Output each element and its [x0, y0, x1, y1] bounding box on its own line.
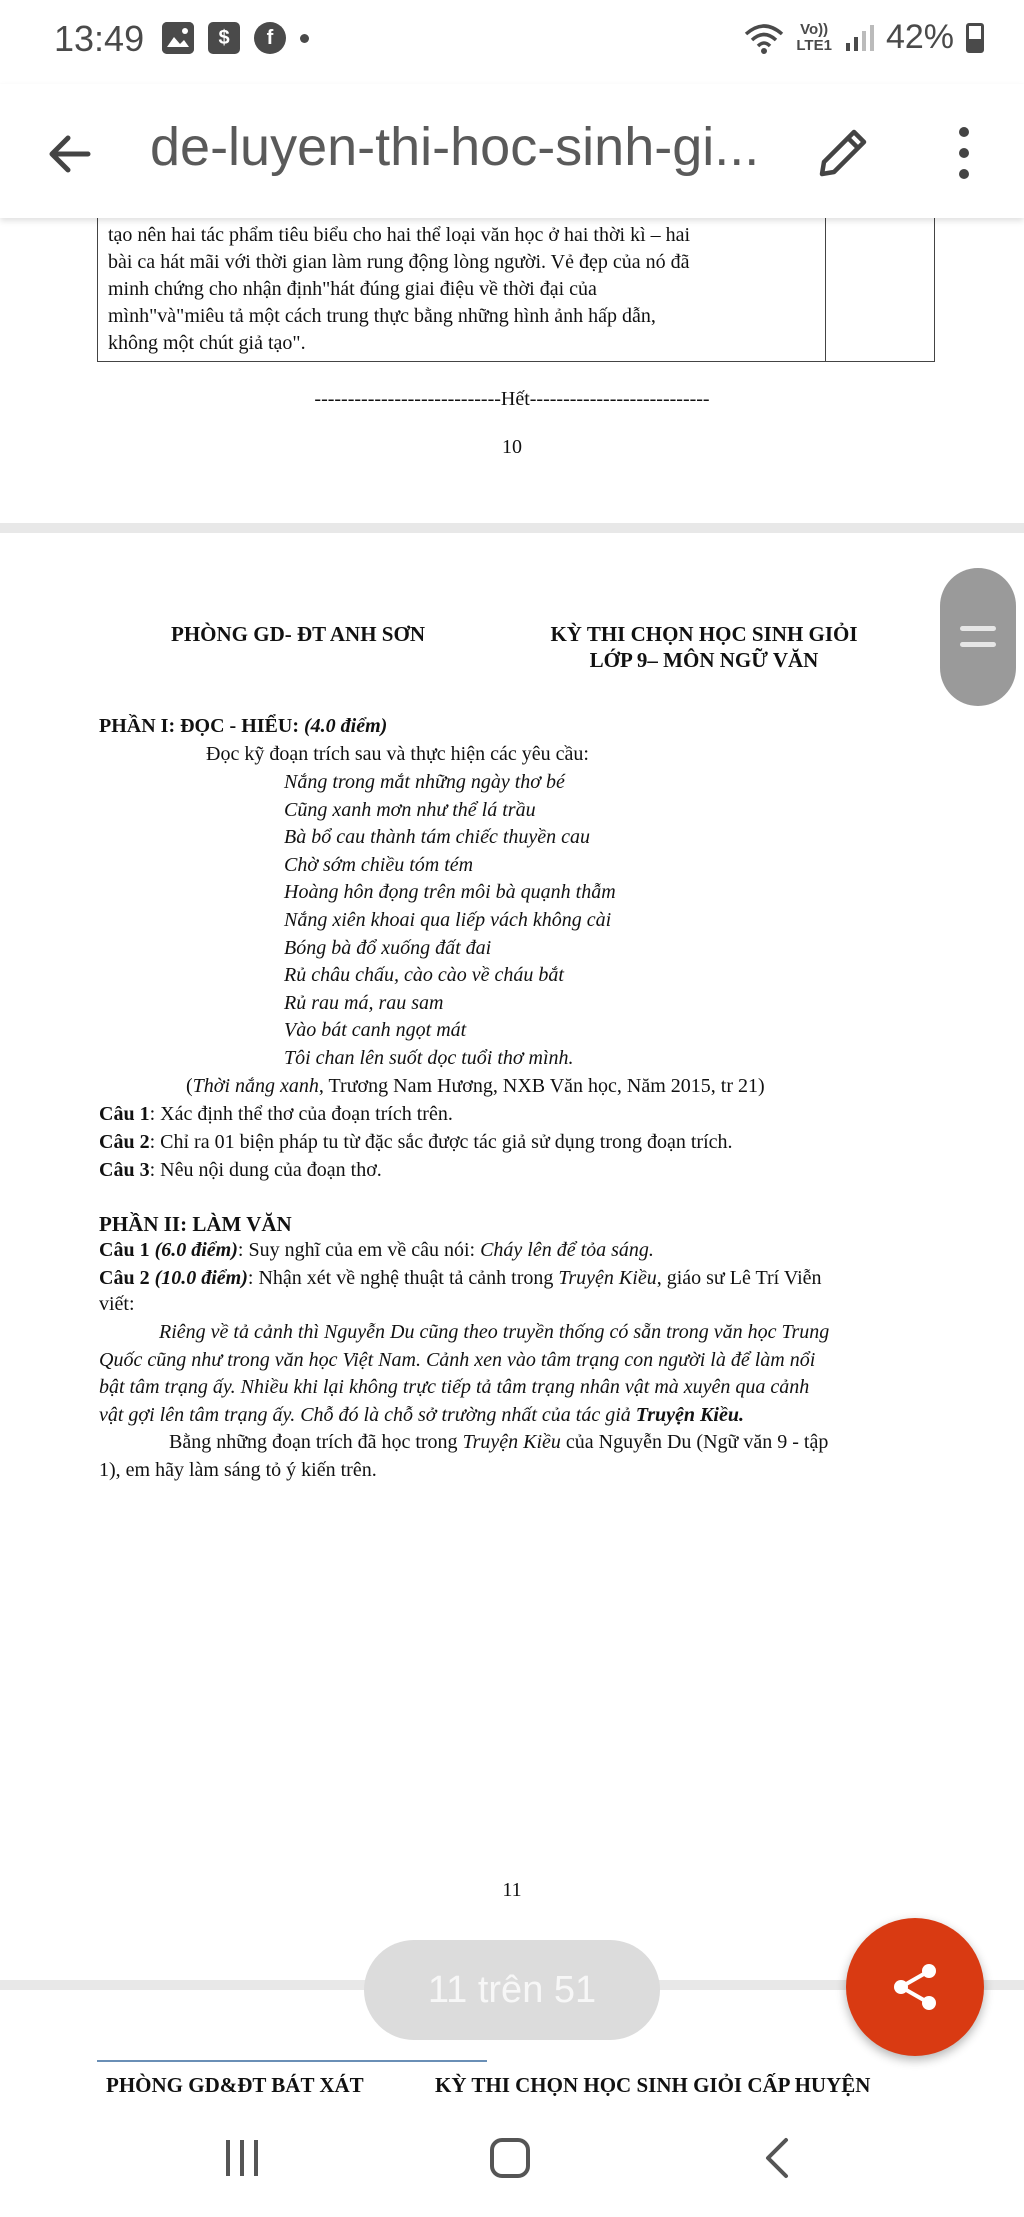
navigation-bar	[0, 2100, 1024, 2217]
question-3	[99, 1157, 382, 1185]
lte-indicator	[796, 22, 832, 54]
poem-line: Cũng xanh mơn như thể lá trầu	[284, 798, 536, 821]
page-10	[0, 218, 1024, 523]
question-text: : Suy nghĩ của em về câu nói:	[237, 1239, 481, 1261]
dept-heading: PHÒNG GD- ĐT ANH SƠN	[171, 622, 425, 646]
recents-icon[interactable]	[220, 2138, 264, 2178]
table-line: mình"và"miêu tả một cách trung thực bằng những hình ảnh hấp dẫn,	[108, 305, 656, 327]
question-2	[99, 1129, 733, 1157]
more-notifications-dot	[300, 34, 309, 43]
table-line: tạo nên hai tác phẩm tiêu biểu cho hai thể loại văn học ở hai thời kì – hai	[108, 224, 691, 246]
poem-line: Nắng xiên khoai qua liếp vách không cài	[284, 908, 612, 931]
end-marker: ----------------------------Hết---------------------------	[314, 388, 710, 410]
poem-line: Hoàng hôn đọng trên môi bà quạnh thẫm	[284, 881, 616, 904]
instruction: Đọc kỹ đoạn trích sau và thực hiện các yêu cầu:	[206, 743, 589, 765]
back-icon[interactable]	[758, 2136, 798, 2180]
question-text: : Nhận xét về nghệ thuật tả cảnh trong	[247, 1267, 559, 1289]
task-line: 1), em hãy làm sáng tỏ ý kiến trên.	[99, 1458, 377, 1481]
poem-line: Bóng bà đổ xuống đất đai	[284, 936, 492, 959]
back-arrow-icon[interactable]	[40, 124, 100, 184]
page-number: 11	[502, 1879, 522, 1901]
critic-quote	[99, 1319, 975, 1429]
battery-icon	[966, 23, 984, 53]
writing-question-2	[99, 1265, 822, 1293]
more-vert-icon[interactable]	[950, 120, 978, 186]
edit-pencil-icon[interactable]	[810, 120, 876, 186]
question-quote: Cháy lên để tỏa sáng.	[480, 1239, 654, 1261]
source-rest: , Trương Nam Hương, NXB Văn học, Năm 2015, tr 21)	[318, 1075, 765, 1097]
part1-heading	[99, 713, 387, 741]
task-segment: Bằng những đoạn trích đã học trong	[169, 1431, 463, 1453]
home-icon[interactable]	[488, 2136, 532, 2180]
answer-table	[97, 218, 935, 362]
question-label: Câu 1	[99, 1103, 150, 1125]
exam-subtitle: LỚP 9– MÔN NGỮ VĂN	[589, 648, 819, 672]
notification-icons	[162, 22, 309, 54]
exam-title: KỲ THI CHỌN HỌC SINH GIỎI CẤP HUYỆN	[435, 2073, 871, 2097]
facebook-icon: f	[254, 22, 286, 54]
work-title: Truyện Kiều	[462, 1431, 561, 1453]
question-points: (6.0 điểm)	[154, 1239, 238, 1261]
table-line: bài ca hát mãi với thời gian làm rung động lòng người. Vẻ đẹp của nó đã	[108, 251, 690, 273]
work-title: Truyện Kiều	[558, 1267, 657, 1289]
wifi-icon	[744, 22, 784, 54]
system-icons	[744, 18, 984, 57]
app-bar	[0, 84, 1024, 218]
question-label: Câu 3	[99, 1159, 150, 1181]
quote-line-last	[99, 1402, 975, 1430]
fast-scroll-handle[interactable]	[940, 568, 1016, 706]
page-number: 10	[502, 436, 522, 458]
status-time: 13:49	[54, 18, 145, 59]
poem-line: Vào bát canh ngọt mát	[284, 1019, 467, 1042]
question-text: : Xác định thể thơ của đoạn trích trên.	[149, 1103, 453, 1125]
document-viewer[interactable]	[0, 218, 1024, 2100]
question-text: : Chỉ ra 01 biện pháp tu từ đặc sắc được tác giả sử dụng trong đoạn trích.	[149, 1131, 733, 1153]
poem-line: Rủ châu chấu, cào cào về cháu bắt	[284, 964, 564, 987]
question-points: (10.0 điểm)	[154, 1267, 248, 1289]
table-line: minh chứng cho nhận định"hát đúng giai điệu về thời đại của	[108, 278, 597, 300]
question-1	[99, 1101, 453, 1129]
question-text: : Nêu nội dung của đoạn thơ.	[149, 1159, 382, 1181]
gallery-icon	[162, 22, 194, 54]
battery-percent: 42%	[885, 18, 954, 56]
poem-line: Nắng trong mắt những ngày thơ bé	[284, 771, 565, 793]
poem-line: Chờ sớm chiều tóm tém	[284, 853, 474, 876]
writing-question-2-cont: viết:	[99, 1293, 135, 1315]
poem-source	[186, 1073, 765, 1101]
part1-points: (4.0 điểm)	[304, 715, 388, 737]
task-segment: của Nguyễn Du (Ngữ văn 9 - tập	[560, 1431, 829, 1453]
question-label: Câu 2	[99, 1131, 150, 1153]
network-label: LTE1	[796, 36, 832, 54]
task-text	[99, 1429, 975, 1484]
poem-line: Rủ rau má, rau sam	[284, 991, 444, 1014]
dept-heading: PHÒNG GD&ĐT BÁT XÁT	[106, 2073, 364, 2097]
quote-line: Riêng về tả cảnh thì Nguyễn Du cũng theo truyền thống có sẵn trong văn học Trung	[159, 1321, 830, 1343]
table-line: không một chút giả tạo".	[108, 332, 306, 354]
source-title: Thời nắng xanh	[192, 1075, 319, 1097]
table-divider	[825, 218, 826, 361]
table-cell	[108, 222, 816, 357]
status-bar	[0, 0, 1024, 84]
page-11	[0, 533, 1024, 1980]
shop-icon: $	[208, 22, 240, 54]
poem	[284, 769, 616, 1073]
exam-title: KỲ THI CHỌN HỌC SINH GIỎI	[550, 622, 858, 646]
document-title: de-luyen-thi-hoc-sinh-gi...	[150, 117, 760, 177]
volte-label: Vo))	[800, 20, 829, 38]
writing-question-1	[99, 1237, 654, 1265]
share-icon	[885, 1957, 945, 2017]
question-text: , giáo sư Lê Trí Viễn	[656, 1267, 822, 1289]
source-paren: (	[186, 1075, 193, 1097]
question-label: Câu 1	[99, 1239, 150, 1261]
quote-line: vật gợi lên tâm trạng ấy. Chỗ đó là chỗ sở trường nhất của tác giả	[99, 1403, 636, 1426]
work-title: Truyện Kiều.	[635, 1403, 744, 1426]
task-line	[99, 1429, 975, 1457]
part1-title: PHẦN I: ĐỌC - HIỂU:	[99, 715, 299, 737]
share-button[interactable]	[846, 1918, 984, 2056]
signal-icon	[844, 23, 874, 53]
quote-line: Quốc cũng như trong văn học Việt Nam. Cảnh xen vào tâm trạng con người là để làm nổi	[99, 1348, 816, 1371]
poem-line: Bà bổ cau thành tám chiếc thuyền cau	[284, 826, 591, 849]
quote-line: bật tâm trạng ấy. Nhiều khi lại không trực tiếp tả tâm trạng nhân vật mà xuyên qua cảnh	[99, 1376, 810, 1398]
poem-line: Tôi chan lên suốt dọc tuổi thơ mình.	[284, 1046, 574, 1069]
page-indicator: 11 trên 51	[364, 1940, 660, 2040]
part2-heading: PHẦN II: LÀM VĂN	[99, 1212, 292, 1236]
question-label: Câu 2	[99, 1267, 150, 1289]
header-rule	[97, 2060, 487, 2062]
